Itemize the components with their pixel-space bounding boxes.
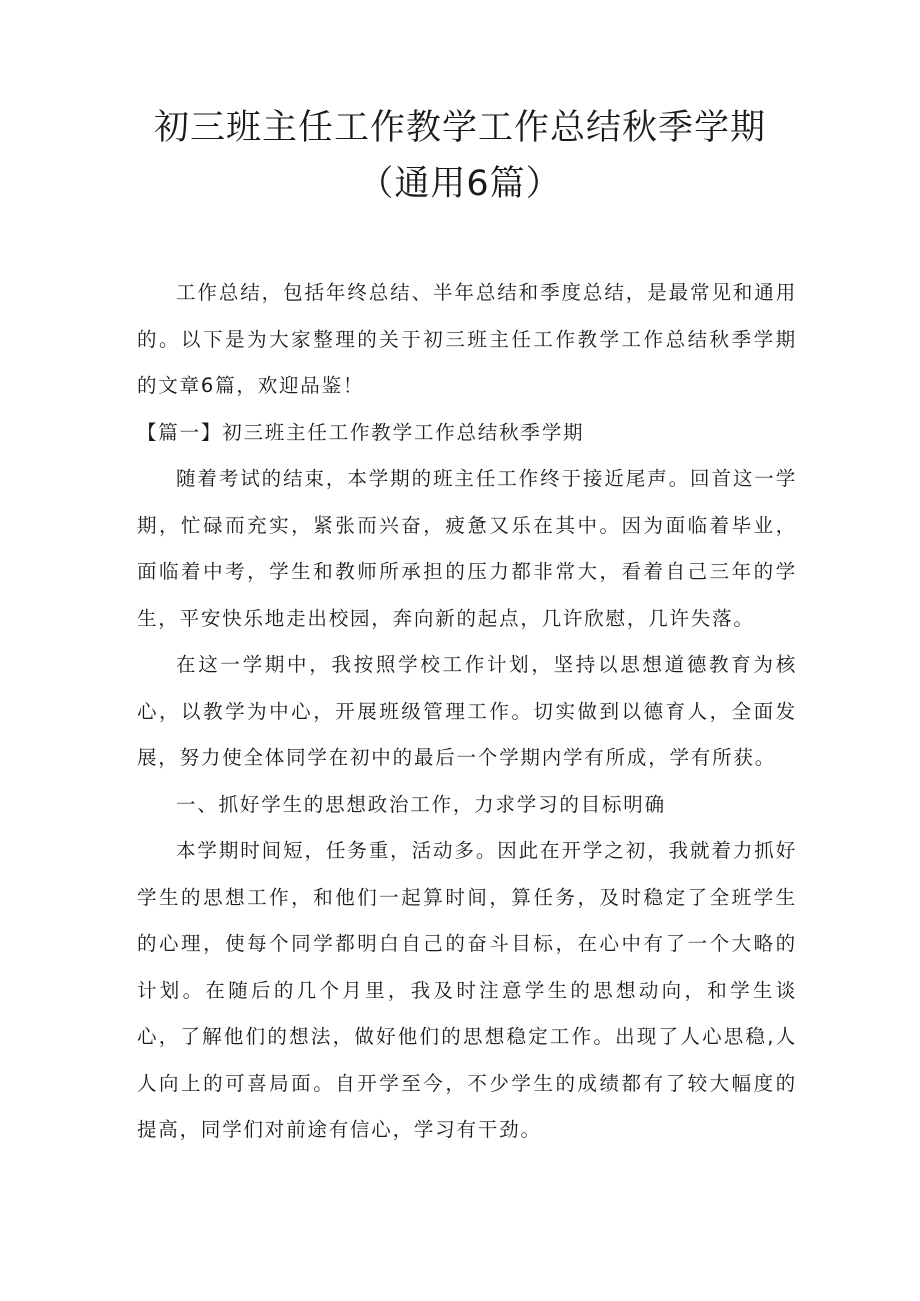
body-paragraph: 随着考试的结束，本学期的班主任工作终于接近尾声。回首这一学期，忙碌而充实，紧张而兴奋，疲惫又乐在其中。因为面临着毕业，面临着中考，学生和教师所承担的压力都非常大，看着自己三年的学生，平安快乐地走出校园，奔向新的起点，几许欣慰，几许失落。 — [137, 467, 797, 630]
body-paragraph: 在这一学期中，我按照学校工作计划，坚持以思想道德教育为核心，以教学为中心，开展班级管理工作。切实做到以德育人，全面发展，努力使全体同学在初中的最后一个学期内学有所成，学有所获。 — [137, 653, 797, 769]
document-body — [137, 270, 797, 1154]
body-paragraph: 本学期时间短，任务重，活动多。因此在开学之初，我就着力抓好学生的思想工作，和他们一起算时间，算任务，及时稳定了全班学生的心理，使每个同学都明白自己的奋斗目标，在心中有了一个大略的计划。在随后的几个月里，我及时注意学生的思想动向，和学生谈心，了解他们的想法，做好他们的思想稳定工作。出现了人心思稳,人人向上的可喜局面。自开学至今，不少学生的成绩都有了较大幅度的提高，同学们对前途有信心，学习有干劲。 — [137, 839, 797, 1141]
subsection-heading: 一、抓好学生的思想政治工作，力求学习的目标明确 — [176, 792, 666, 816]
section-heading-part-one: 【篇一】初三班主任工作教学工作总结秋季学期 — [137, 420, 585, 444]
document-title: 初三班主任工作教学工作总结秋季学期（通用6篇） — [153, 108, 766, 204]
intro-paragraph: 工作总结，包括年终总结、半年总结和季度总结，是最常见和通用的。以下是为大家整理的关于初三班主任工作教学工作总结秋季学期的文章6篇，欢迎品鉴！ — [137, 281, 797, 397]
